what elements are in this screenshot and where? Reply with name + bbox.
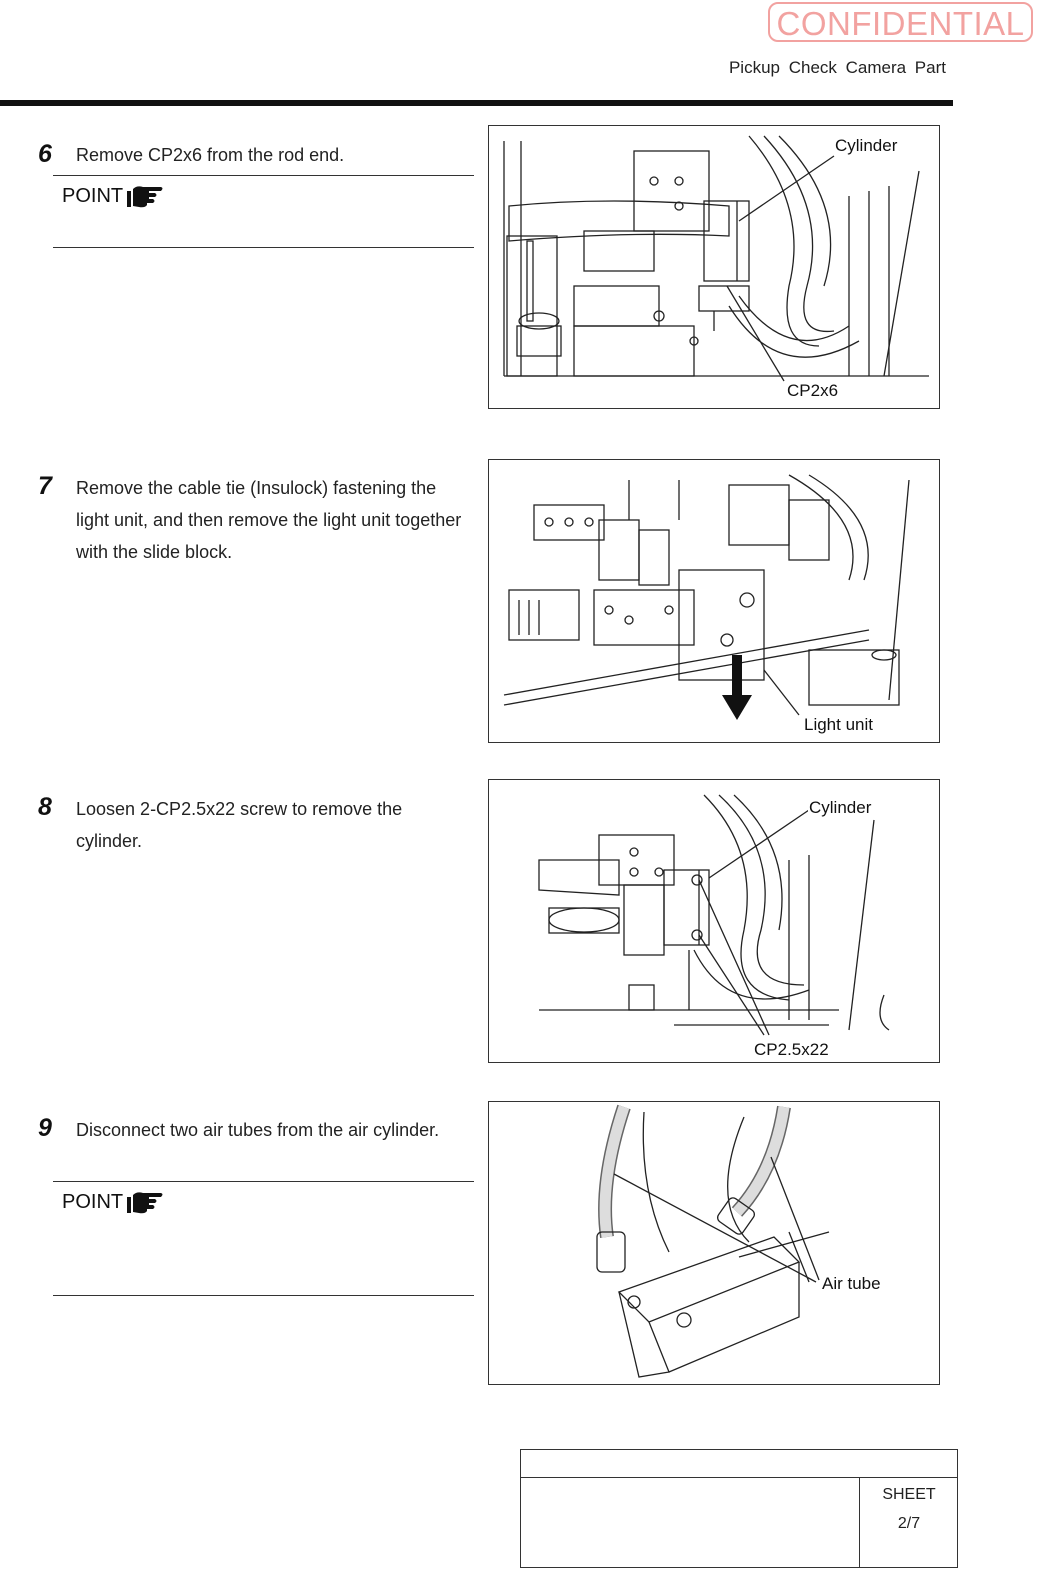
sheet-value: 2/7	[897, 1515, 921, 1532]
callout-light-unit: Light unit	[804, 715, 873, 734]
step-6-figure	[488, 125, 940, 409]
page-header-title: Pickup Check Camera Part	[728, 58, 946, 77]
air-tube-illustration	[489, 1102, 940, 1385]
footer-top-row	[521, 1450, 957, 1478]
point-label-text: POINT	[62, 1190, 124, 1213]
point-label-text: POINT	[62, 184, 124, 207]
step-9-point-box	[53, 1181, 474, 1296]
light-unit-illustration	[489, 460, 940, 743]
footer-table	[520, 1449, 958, 1568]
point-label	[62, 1189, 165, 1215]
step-8-number: 8	[38, 793, 52, 821]
cylinder-screws-illustration	[489, 780, 940, 1063]
step-9-number: 9	[38, 1114, 52, 1142]
step-9-figure	[488, 1101, 940, 1385]
sheet-label: SHEET	[882, 1486, 936, 1503]
step-7-figure	[488, 459, 940, 743]
callout-cylinder: Cylinder	[809, 798, 872, 817]
point-label	[62, 183, 165, 209]
callout-cylinder: Cylinder	[835, 136, 898, 155]
step-8-figure	[488, 779, 940, 1063]
pointing-hand-icon	[125, 183, 165, 209]
step-9-text: Disconnect two air tubes from the air cylinder.	[76, 1120, 440, 1140]
step-6-point-box	[53, 175, 474, 248]
step-6-number: 6	[38, 140, 52, 168]
step-7-number: 7	[38, 472, 52, 500]
step-6-text: Remove CP2x6 from the rod end.	[76, 145, 345, 165]
callout-air-tube: Air tube	[822, 1274, 881, 1293]
pointing-hand-icon	[125, 1189, 165, 1215]
step-8-text: Loosen 2-CP2.5x22 screw to remove the cylinder.	[76, 799, 403, 851]
callout-cp2x6: CP2x6	[787, 381, 839, 400]
callout-cp2-5x22: CP2.5x22	[754, 1040, 829, 1059]
cylinder-mechanism-illustration	[489, 126, 940, 409]
header-rule	[0, 100, 953, 106]
step-7-text: Remove the cable tie (Insulock) fastening the light unit, and then remove the light unit together with the slide block.	[76, 478, 462, 562]
confidential-stamp: CONFIDENTIAL	[768, 2, 1033, 42]
